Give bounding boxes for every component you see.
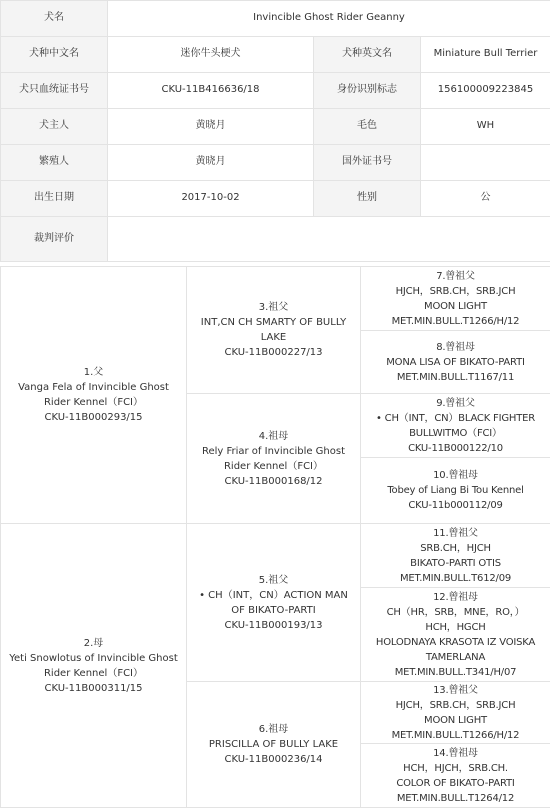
- pedigree-detail-line: INT,CN CH SMARTY OF BULLY: [190, 315, 357, 330]
- dog-info-table: [0, 0, 550, 262]
- owner-label: 犬主人: [1, 109, 108, 145]
- sex-value: 公: [421, 181, 550, 217]
- pedigree-detail-line: LAKE: [190, 330, 357, 345]
- pedigree-detail-line: HJCH，SRB.CH，SRB.JCH: [364, 698, 547, 713]
- great-granddam-10-cell: [361, 458, 550, 524]
- pedigree-detail-line: BULLWITMO（FCI）: [364, 426, 547, 441]
- pedigree-role-label: 8.曾祖母: [364, 340, 547, 355]
- pedigree-detail-line: MET.MIN.BULL.T1266/H/12: [364, 314, 547, 329]
- pedigree-role-label: 12.曾祖母: [364, 590, 547, 605]
- great-granddam-14-cell: [361, 744, 550, 808]
- pedigree-detail-line: Rider Kennel（FCI）: [4, 666, 183, 681]
- pedigree-detail-line: MOON LIGHT: [364, 299, 547, 314]
- great-granddam-12-cell: [361, 588, 550, 682]
- pedigree-detail-line: OF BIKATO-PARTI: [190, 603, 357, 618]
- breeder-label: 繁殖人: [1, 145, 108, 181]
- pedigree-detail-line: CKU-11B000168/12: [190, 474, 357, 489]
- breed-en-value: Miniature Bull Terrier: [421, 37, 550, 73]
- pedigree-detail-line: MET.MIN.BULL.T1167/11: [364, 370, 547, 385]
- pedigree-detail-line: Vanga Fela of Invincible Ghost: [4, 380, 183, 395]
- dog-name-label: 犬名: [1, 1, 108, 37]
- pedigree-role-label: 3.祖父: [190, 300, 357, 315]
- pedigree-detail-line: CKU-11B000227/13: [190, 345, 357, 360]
- pedigree-detail-line: Tobey of Liang Bi Tou Kennel: [364, 483, 547, 498]
- granddam-maternal-cell: [187, 682, 361, 808]
- pedigree-detail-line: CKU-11B000311/15: [4, 681, 183, 696]
- registration-number-label: 犬只血统证书号: [1, 73, 108, 109]
- sire-cell: [1, 267, 187, 524]
- grandsire-maternal-cell: [187, 524, 361, 682]
- pedigree-detail-line: Rider Kennel（FCI）: [4, 395, 183, 410]
- dam-cell: [1, 524, 187, 808]
- coat-color-label: 毛色: [314, 109, 421, 145]
- pedigree-detail-line: CH（HR，SRB，MNE，RO，）: [364, 605, 547, 620]
- id-mark-value: 156100009223845: [421, 73, 550, 109]
- judge-evaluation-label: 裁判评价: [1, 217, 108, 262]
- pedigree-detail-line: HCH，HJCH，SRB.CH.: [364, 761, 547, 776]
- pedigree-role-label: 5.祖父: [190, 573, 357, 588]
- pedigree-role-label: 6.祖母: [190, 722, 357, 737]
- pedigree-detail-line: CKU-11B000293/15: [4, 410, 183, 425]
- breed-cn-label: 犬种中文名: [1, 37, 108, 73]
- grandsire-paternal-cell: [187, 267, 361, 394]
- sex-label: 性别: [314, 181, 421, 217]
- id-mark-label: 身份识别标志: [314, 73, 421, 109]
- pedigree-detail-line: MET.MIN.BULL.T341/H/07: [364, 665, 547, 680]
- pedigree-detail-line: MONA LISA OF BIKATO-PARTI: [364, 355, 547, 370]
- pedigree-detail-line: Rely Friar of Invincible Ghost: [190, 444, 357, 459]
- pedigree-role-label: 7.曾祖父: [364, 269, 547, 284]
- pedigree-detail-line: HJCH，SRB.CH，SRB.JCH: [364, 284, 547, 299]
- registration-number-value: CKU-11B416636/18: [108, 73, 314, 109]
- pedigree-role-label: 11.曾祖父: [364, 526, 547, 541]
- pedigree-detail-line: • CH（INT，CN）ACTION MAN: [190, 588, 357, 603]
- great-grandsire-11-cell: [361, 524, 550, 588]
- pedigree-role-label: 13.曾祖父: [364, 683, 547, 698]
- pedigree-detail-line: PRISCILLA OF BULLY LAKE: [190, 737, 357, 752]
- great-grandsire-9-cell: [361, 394, 550, 458]
- coat-color-value: WH: [421, 109, 550, 145]
- foreign-cert-value: [421, 145, 550, 181]
- pedigree-detail-line: CKU-11B000122/10: [364, 441, 547, 456]
- breeder-value: 黄晓月: [108, 145, 314, 181]
- owner-value: 黄晓月: [108, 109, 314, 145]
- pedigree-detail-line: MET.MIN.BULL.T1266/H/12: [364, 728, 547, 743]
- pedigree-detail-line: Yeti Snowlotus of Invincible Ghost: [4, 651, 183, 666]
- granddam-paternal-cell: [187, 394, 361, 524]
- judge-evaluation-value: [108, 217, 550, 262]
- pedigree-detail-line: HOLODNAYA KRASOTA IZ VOISKA: [364, 635, 547, 650]
- pedigree-role-label: 2.母: [4, 636, 183, 651]
- pedigree-role-label: 10.曾祖母: [364, 468, 547, 483]
- breed-en-label: 犬种英文名: [314, 37, 421, 73]
- great-grandsire-13-cell: [361, 682, 550, 744]
- dob-label: 出生日期: [1, 181, 108, 217]
- foreign-cert-label: 国外证书号: [314, 145, 421, 181]
- dog-name-value: Invincible Ghost Rider Geanny: [108, 1, 550, 37]
- pedigree-detail-line: SRB.CH，HJCH: [364, 541, 547, 556]
- dob-value: 2017-10-02: [108, 181, 314, 217]
- pedigree-role-label: 14.曾祖母: [364, 746, 547, 761]
- pedigree-detail-line: CKU-11B000236/14: [190, 752, 357, 767]
- pedigree-detail-line: Rider Kennel（FCI）: [190, 459, 357, 474]
- pedigree-detail-line: CKU-11b000112/09: [364, 498, 547, 513]
- pedigree-detail-line: MET.MIN.BULL.T612/09: [364, 571, 547, 586]
- pedigree-detail-line: TAMERLANA: [364, 650, 547, 665]
- breed-cn-value: 迷你牛头梗犬: [108, 37, 314, 73]
- pedigree-detail-line: • CH（INT，CN）BLACK FIGHTER: [364, 411, 547, 426]
- pedigree-detail-line: MET.MIN.BULL.T1264/12: [364, 791, 547, 806]
- pedigree-role-label: 1.父: [4, 365, 183, 380]
- pedigree-role-label: 4.祖母: [190, 429, 357, 444]
- great-grandsire-7-cell: [361, 267, 550, 331]
- pedigree-detail-line: COLOR OF BIKATO-PARTI: [364, 776, 547, 791]
- pedigree-detail-line: CKU-11B000193/13: [190, 618, 357, 633]
- pedigree-detail-line: MOON LIGHT: [364, 713, 547, 728]
- pedigree-detail-line: BIKATO-PARTI OTIS: [364, 556, 547, 571]
- pedigree-table: [0, 266, 550, 808]
- pedigree-detail-line: HCH，HGCH: [364, 620, 547, 635]
- great-granddam-8-cell: [361, 331, 550, 394]
- pedigree-role-label: 9.曾祖父: [364, 396, 547, 411]
